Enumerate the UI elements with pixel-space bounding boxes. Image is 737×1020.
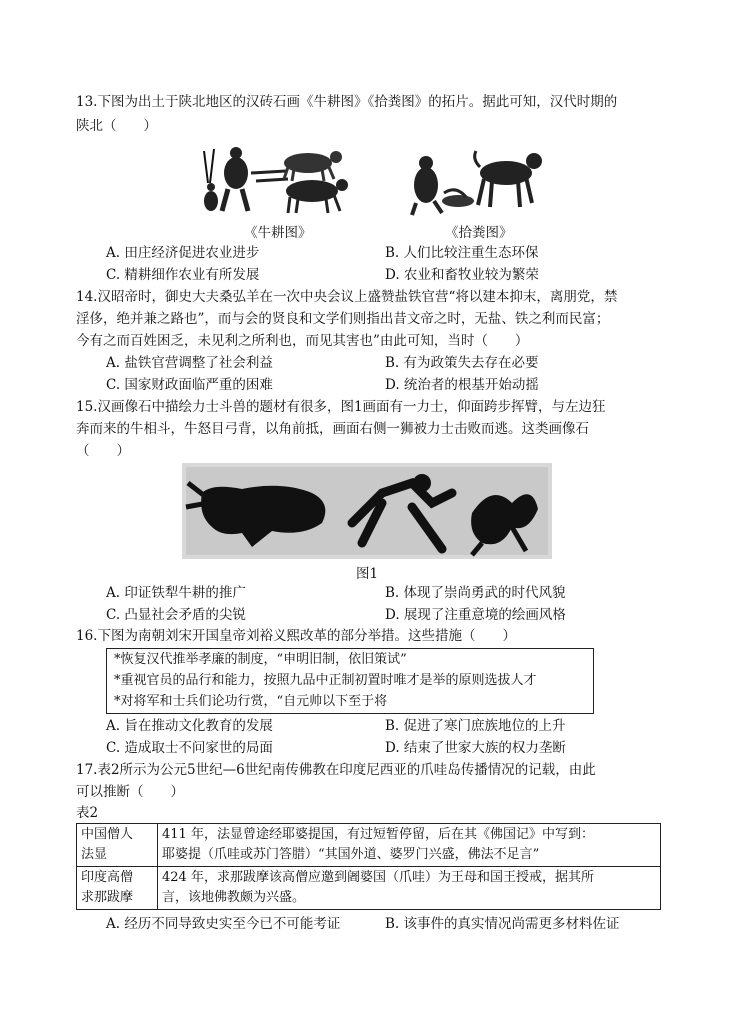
- q16-measures-box: [106, 648, 594, 714]
- row2-text-line1: 424 年，求那跋摩该高僧应邀到阇婆国（爪哇）为王母和国王授戒，据其所: [162, 870, 594, 885]
- q14-option-d: D. 统治者的根基开始动摇: [385, 377, 539, 393]
- row1-who-line2: 法显: [81, 847, 108, 862]
- row2-who-line1: 印度高僧: [81, 870, 134, 885]
- ox-plowing-rubbing-image: [196, 143, 356, 219]
- q17-stem-line1: 17.表2所示为公元5世纪—6世纪南传佛教在印度尼西亚的爪哇岛传播情况的记载，由此: [76, 762, 596, 778]
- q13-stem-line1: 13.下图为出土于陕北地区的汉砖石画《牛耕图》《拾粪图》的拓片。据此可知，汉代时期的: [76, 94, 618, 110]
- q15-stem-line3: （ ）: [76, 443, 130, 459]
- q17-table: [76, 823, 661, 910]
- q16-stem-line1: 16.下图为南朝刘宋开国皇帝刘裕义熙改革的部分举措。这些措施（ ）: [76, 628, 516, 644]
- q13-caption-ox-plowing: 《牛耕图》: [244, 225, 312, 241]
- q17-table-label: 表2: [76, 805, 99, 821]
- q13-option-c: C. 精耕细作农业有所发展: [106, 267, 260, 283]
- q17-stem-line2: 可以推断（ ）: [76, 784, 184, 800]
- table-row: [77, 824, 661, 867]
- q15-stem-line2: 奔而来的牛相斗，牛怒目弓背，以角前抵，画面右侧一狮被力士击败而逃。这类画像石: [76, 421, 589, 437]
- row2-who-line2: 求那跋摩: [81, 890, 134, 905]
- q17-option-a: A. 经历不同导致史实至今已不可能考证: [106, 916, 341, 932]
- q14-option-c: C. 国家财政面临严重的困难: [106, 377, 273, 393]
- q13-stem-line2: 陕北（ ）: [76, 118, 157, 134]
- table-cell-text: [158, 824, 661, 867]
- q13-option-d: D. 农业和畜牧业较为繁荣: [385, 267, 539, 283]
- row1-who-line1: 中国僧人: [81, 827, 134, 842]
- q14-option-a: A. 盐铁官营调整了社会利益: [106, 355, 273, 371]
- strongman-fighting-beasts-rubbing-image: [182, 463, 552, 559]
- table-row: [77, 867, 661, 910]
- q16-box-line1: *恢复汉代推举孝廉的制度，“申明旧制，依旧策试”: [114, 652, 407, 667]
- q15-option-d: D. 展现了注重意境的绘画风格: [385, 607, 566, 623]
- q16-option-d: D. 结束了世家大族的权力垄断: [385, 740, 566, 756]
- q13-option-a: A. 田庄经济促进农业进步: [106, 245, 260, 261]
- q14-stem-line1: 14.汉昭帝时，御史大夫桑弘羊在一次中央会议上盛赞盐铁官营“将以建本抑末，离朋党，禁: [76, 289, 618, 305]
- q14-option-b: B. 有为政策失去存在必要: [385, 355, 539, 371]
- q15-option-a: A. 印证铁犁牛耕的推广: [106, 585, 246, 601]
- q15-option-b: B. 体现了崇尚勇武的时代风貌: [385, 585, 566, 601]
- row1-text-line2: 耶婆提（爪哇或苏门答腊）“其国外道、婆罗门兴盛，佛法不足言”: [162, 847, 540, 862]
- row1-text-line1: 411 年，法显曾途经耶婆提国，有过短暂停留，后在其《佛国记》中写到：: [162, 827, 594, 842]
- q14-stem-line2: 淫侈，绝并兼之路也”，而与会的贤良和文学们则指出昔文帝之时，无盐、铁之利而民富；: [76, 311, 610, 327]
- q15-option-c: C. 凸显社会矛盾的尖锐: [106, 607, 246, 623]
- table-cell-who: [77, 867, 158, 910]
- q13-option-b: B. 人们比较注重生态环保: [385, 245, 539, 261]
- q13-caption-dung-collecting: 《拾粪图》: [445, 225, 513, 241]
- q16-option-a: A. 旨在推动文化教育的发展: [106, 718, 273, 734]
- q16-option-c: C. 造成取士不问家世的局面: [106, 740, 273, 756]
- table-cell-text: [158, 867, 661, 910]
- q16-box-line2: *重视官员的品行和能力，按照九品中正制初置时唯才是举的原则选拔人才: [114, 673, 537, 688]
- q16-box-line3: *对将军和士兵们论功行赏，“自元帅以下至于将: [114, 694, 388, 709]
- q16-option-b: B. 促进了寒门庶族地位的上升: [385, 718, 566, 734]
- row2-text-line2: 言，该地佛教颇为兴盛。: [162, 890, 306, 905]
- table-cell-who: [77, 824, 158, 867]
- q15-stem-line1: 15.汉画像石中描绘力士斗兽的题材有很多，图1画面有一力士，仰面跨步挥臂，与左边狂: [76, 399, 606, 415]
- q15-figure-caption: 图1: [356, 566, 379, 582]
- q17-option-b: B. 该事件的真实情况尚需更多材料佐证: [385, 916, 620, 932]
- dung-collecting-rubbing-image: [406, 145, 546, 217]
- q14-stem-line3: 今有之而百姓困乏，未见利之所利也，而见其害也”由此可知，当时（ ）: [76, 333, 529, 349]
